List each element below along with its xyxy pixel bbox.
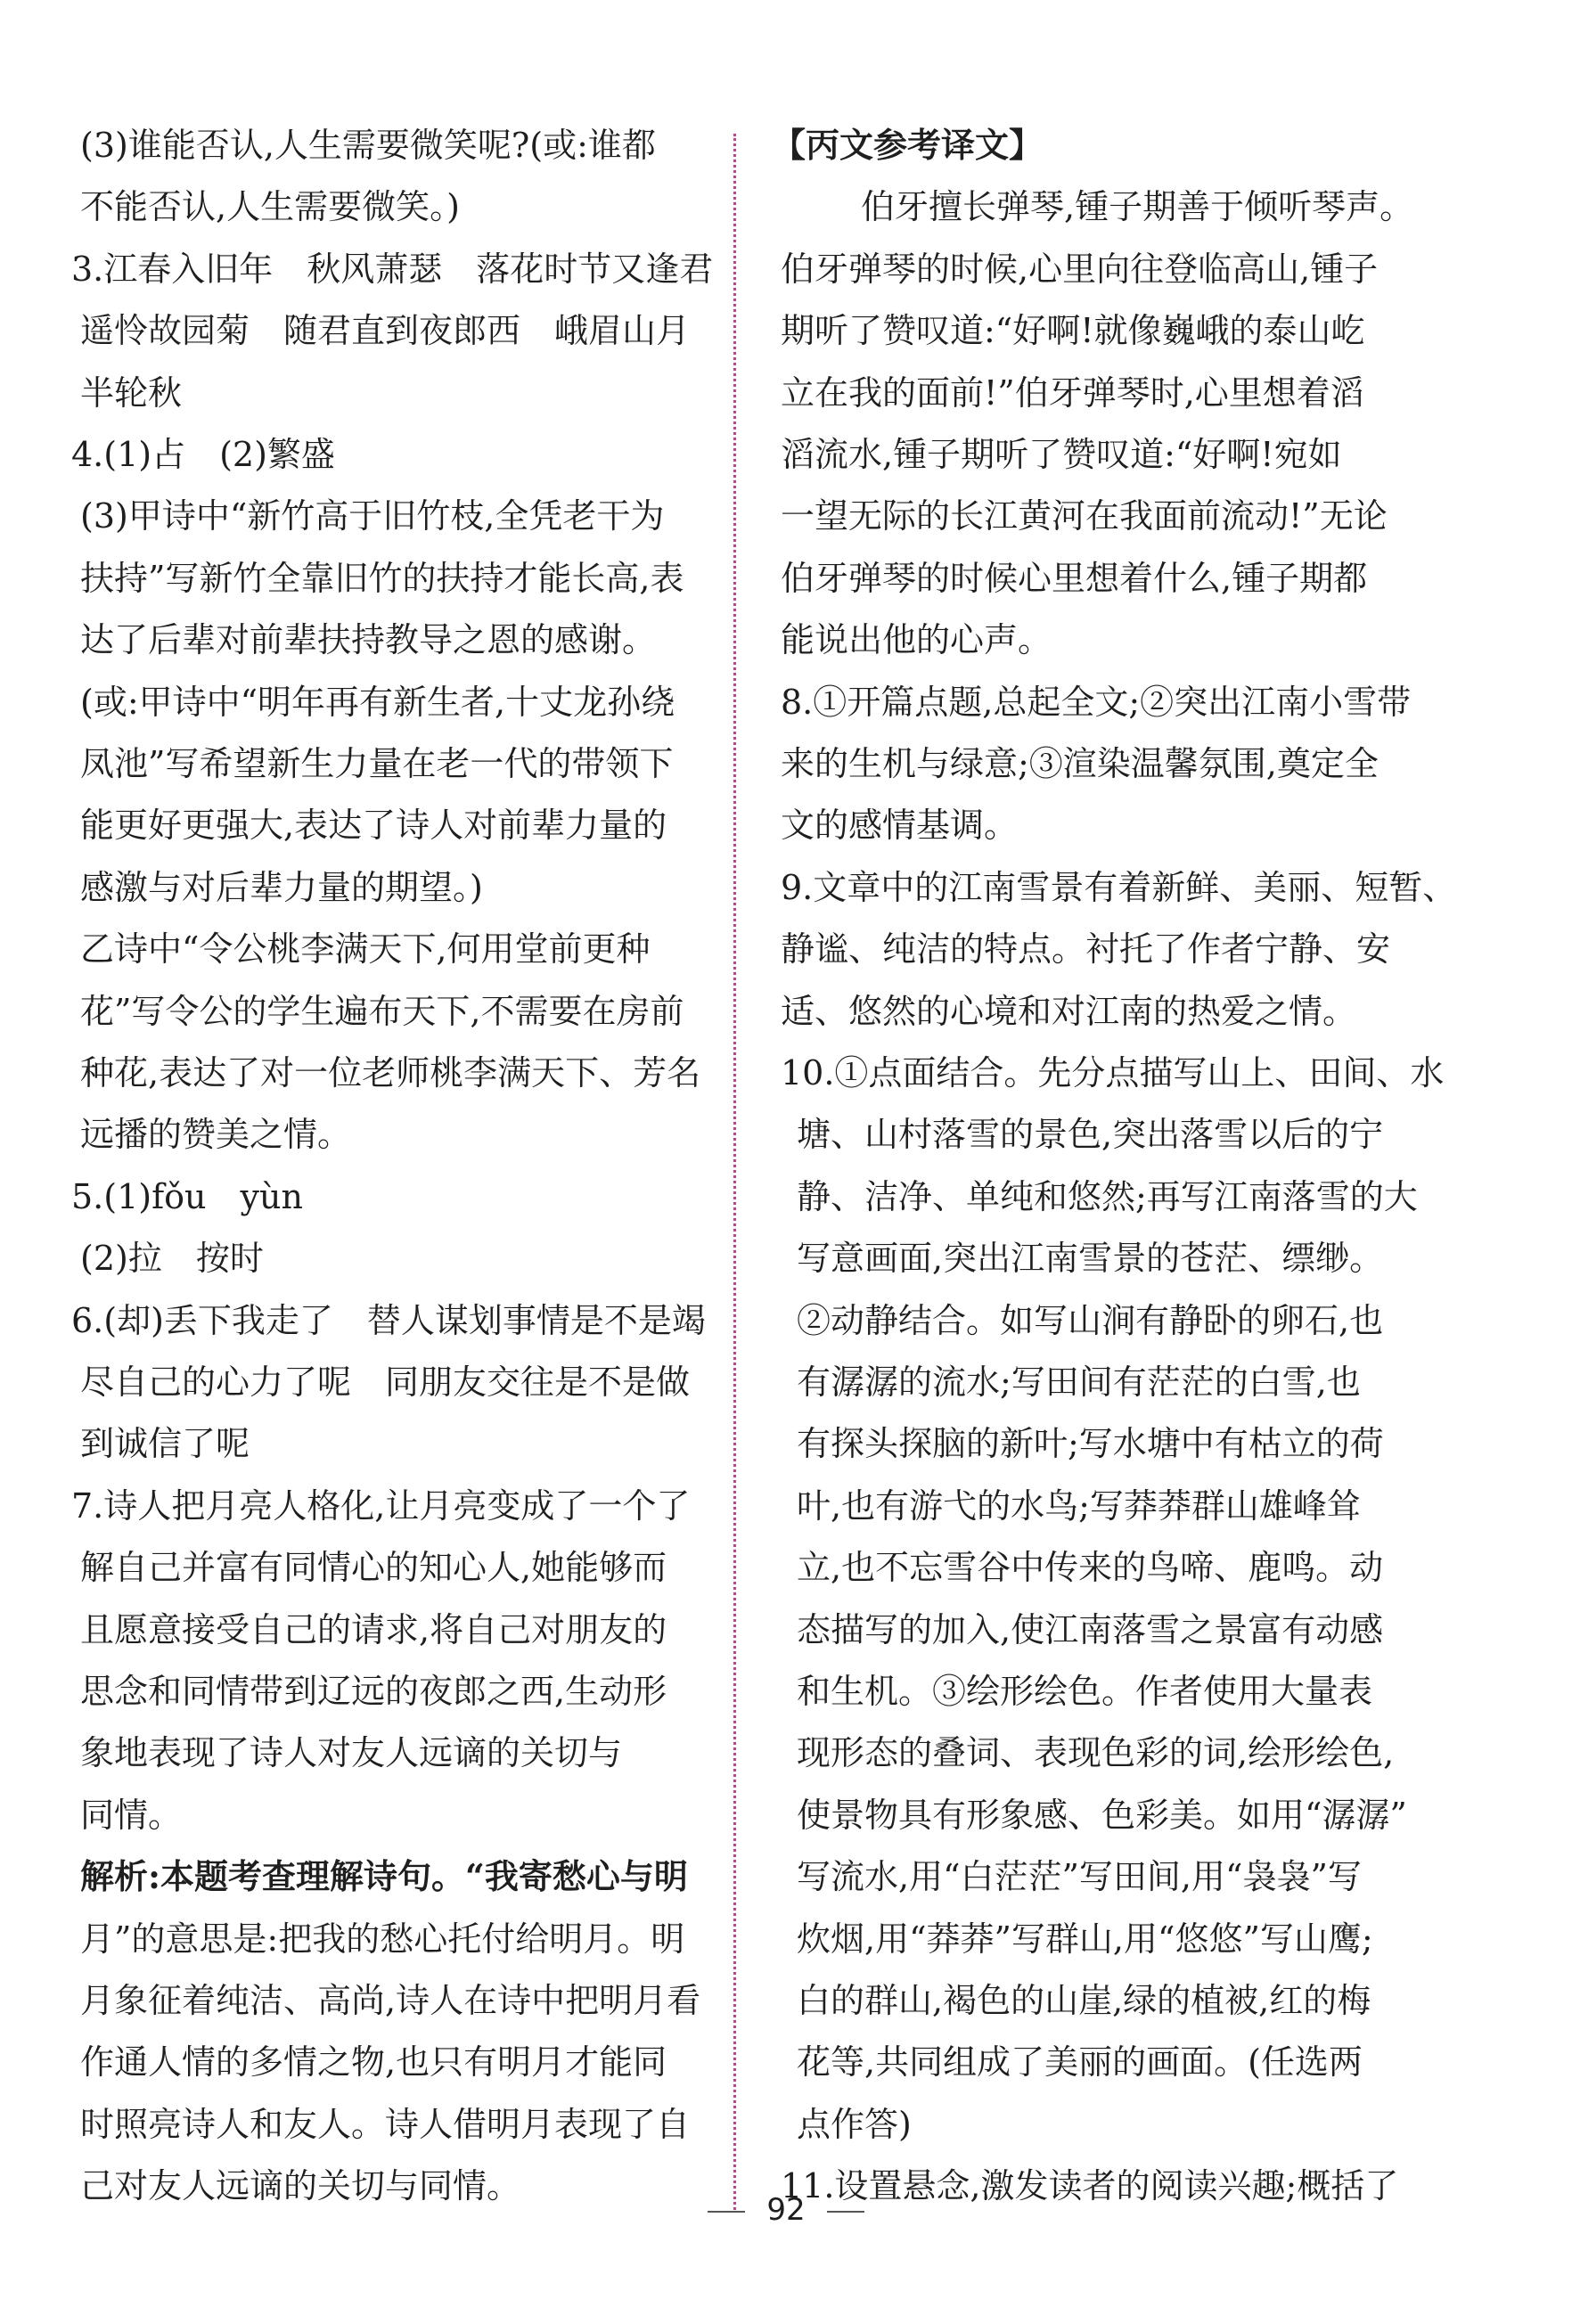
text-line: 达了后辈对前辈扶持教导之恩的感谢。 — [80, 620, 657, 660]
page-number: 92 — [766, 2192, 806, 2228]
text-line: 7.诗人把月亮人格化,让月亮变成了一个了 — [71, 1485, 691, 1526]
text-line: 期听了赞叹道:“好啊!就像巍峨的泰山屹 — [781, 311, 1365, 351]
text-line: 解自己并富有同情心的知心人,她能够而 — [80, 1548, 667, 1588]
text-line: 到诚信了呢 — [80, 1424, 250, 1464]
text-line: 思念和同情带到辽远的夜郎之西,生动形 — [80, 1672, 667, 1711]
text-line: 叶,也有游弋的水鸟;写莽莽群山雄峰耸 — [797, 1485, 1361, 1526]
text-line: 4.(1)占 (2)繁盛 — [71, 435, 335, 474]
text-line: 扶持”写新竹全靠旧竹的扶持才能长高,表 — [80, 558, 684, 598]
text-line: 有潺潺的流水;写田间有茫茫的白雪,也 — [797, 1362, 1361, 1402]
text-line: 塘、山村落雪的景色,突出落雪以后的宁 — [797, 1115, 1384, 1155]
text-line: 写意画面,突出江南雪景的苍茫、缥缈。 — [797, 1239, 1384, 1279]
text-line: 滔流水,锺子期听了赞叹道:“好啊!宛如 — [781, 435, 1342, 474]
page-footer — [0, 2192, 1572, 2228]
text-line: 5.(1)fǒu yùn — [71, 1176, 303, 1216]
text-line: 伯牙擅长弹琴,锺子期善于倾听琴声。 — [861, 187, 1414, 227]
text-line: 静、洁净、单纯和悠然;再写江南落雪的大 — [797, 1176, 1418, 1216]
text-line: 遥怜故园菊 随君直到夜郎西 峨眉山月 — [80, 311, 691, 351]
text-line: 6.(却)丢下我走了 替人谋划事情是不是竭 — [71, 1300, 706, 1340]
column-divider — [733, 134, 736, 2210]
text-line: 9.文章中的江南雪景有着新鲜、美丽、短暂、 — [781, 867, 1457, 907]
text-line: 8.①开篇点题,总起全文;②突出江南小雪带 — [781, 682, 1412, 722]
text-line: 乙诗中“令公桃李满天下,何用堂前更种 — [80, 929, 651, 970]
text-line: 使景物具有形象感、色彩美。如用“潺潺” — [797, 1795, 1407, 1835]
text-line: 花等,共同组成了美丽的画面。(任选两 — [797, 2042, 1363, 2083]
text-line: (2)拉 按时 — [80, 1239, 264, 1279]
text-line: 点作答) — [797, 2104, 912, 2144]
text-line: 伯牙弹琴的时候,心里向往登临高山,锺子 — [781, 249, 1379, 289]
text-line: 己对友人远谪的关切与同情。 — [80, 2166, 521, 2206]
text-line: 写流水,用“白茫茫”写田间,用“袅袅”写 — [797, 1857, 1362, 1897]
text-line: 尽自己的心力了呢 同朋友交往是不是做 — [80, 1362, 691, 1402]
text-line: (3)甲诗中“新竹高于旧竹枝,全凭老干为 — [80, 496, 665, 536]
text-line: 作通人情的多情之物,也只有明月才能同 — [80, 2042, 667, 2083]
text-line: 【丙文参考译文】 — [772, 125, 1044, 165]
text-line: 文的感情基调。 — [781, 806, 1019, 846]
text-line: 3.江春入旧年 秋风萧瑟 落花时节又逢君 — [71, 249, 714, 289]
text-line: 时照亮诗人和友人。诗人借明月表现了自 — [80, 2104, 691, 2144]
footer-dash-left — [708, 2211, 745, 2213]
text-line: 和生机。③绘形绘色。作者使用大量表 — [797, 1672, 1373, 1711]
text-line: 月象征着纯洁、高尚,诗人在诗中把明月看 — [80, 1981, 701, 2020]
text-line: 种花,表达了对一位老师桃李满天下、芳名 — [80, 1053, 701, 1092]
text-line: 11.设置悬念,激发读者的阅读兴趣;概括了 — [781, 2166, 1399, 2206]
text-line: 适、悠然的心境和对江南的热爱之情。 — [781, 991, 1357, 1031]
text-line: 伯牙弹琴的时候心里想着什么,锺子期都 — [781, 558, 1368, 598]
text-line: 来的生机与绿意;③渲染温馨氛围,奠定全 — [781, 744, 1379, 783]
text-line: (或:甲诗中“明年再有新生者,十丈龙孙绕 — [80, 682, 675, 722]
text-line: 炊烟,用“莽莽”写群山,用“悠悠”写山鹰; — [797, 1919, 1373, 1959]
text-line: 同情。 — [80, 1795, 183, 1835]
text-line: 凤池”写希望新生力量在老一代的带领下 — [80, 744, 674, 783]
text-line: 10.①点面结合。先分点描写山上、田间、水 — [781, 1053, 1445, 1092]
text-line: 月”的意思是:把我的愁心托付给明月。明 — [80, 1919, 685, 1959]
text-line: 立在我的面前!”伯牙弹琴时,心里想着滔 — [781, 372, 1364, 413]
text-line: 半轮秋 — [80, 372, 183, 413]
text-line: (3)谁能否认,人生需要微笑呢?(或:谁都 — [80, 126, 656, 165]
text-line: 有探头探脑的新叶;写水塘中有枯立的荷 — [797, 1424, 1384, 1464]
text-line: 静谧、纯洁的特点。衬托了作者宁静、安 — [781, 929, 1391, 970]
text-line: 解析:本题考查理解诗句。“我寄愁心与明 — [80, 1856, 688, 1897]
text-line: 能更好更强大,表达了诗人对前辈力量的 — [80, 806, 667, 846]
text-line: 能说出他的心声。 — [781, 620, 1052, 660]
text-line: 且愿意接受自己的请求,将自己对朋友的 — [80, 1609, 667, 1649]
text-line: ②动静结合。如写山涧有静卧的卵石,也 — [797, 1300, 1384, 1340]
text-line: 花”写令公的学生遍布天下,不需要在房前 — [80, 991, 684, 1031]
text-line: 远播的赞美之情。 — [80, 1115, 352, 1155]
text-line: 态描写的加入,使江南落雪之景富有动感 — [797, 1609, 1384, 1649]
text-line: 象地表现了诗人对友人远谪的关切与 — [80, 1733, 623, 1773]
text-line: 白的群山,褐色的山崖,绿的植被,红的梅 — [797, 1981, 1371, 2020]
text-line: 立,也不忘雪谷中传来的鸟啼、鹿鸣。动 — [797, 1548, 1384, 1588]
footer-dash-right — [827, 2211, 864, 2213]
text-line: 感激与对后辈力量的期望。) — [80, 867, 483, 907]
text-line: 一望无际的长江黄河在我面前流动!”无论 — [781, 496, 1388, 536]
text-line: 不能否认,人生需要微笑。) — [80, 187, 460, 227]
text-line: 现形态的叠词、表现色彩的词,绘形绘色, — [797, 1733, 1395, 1773]
